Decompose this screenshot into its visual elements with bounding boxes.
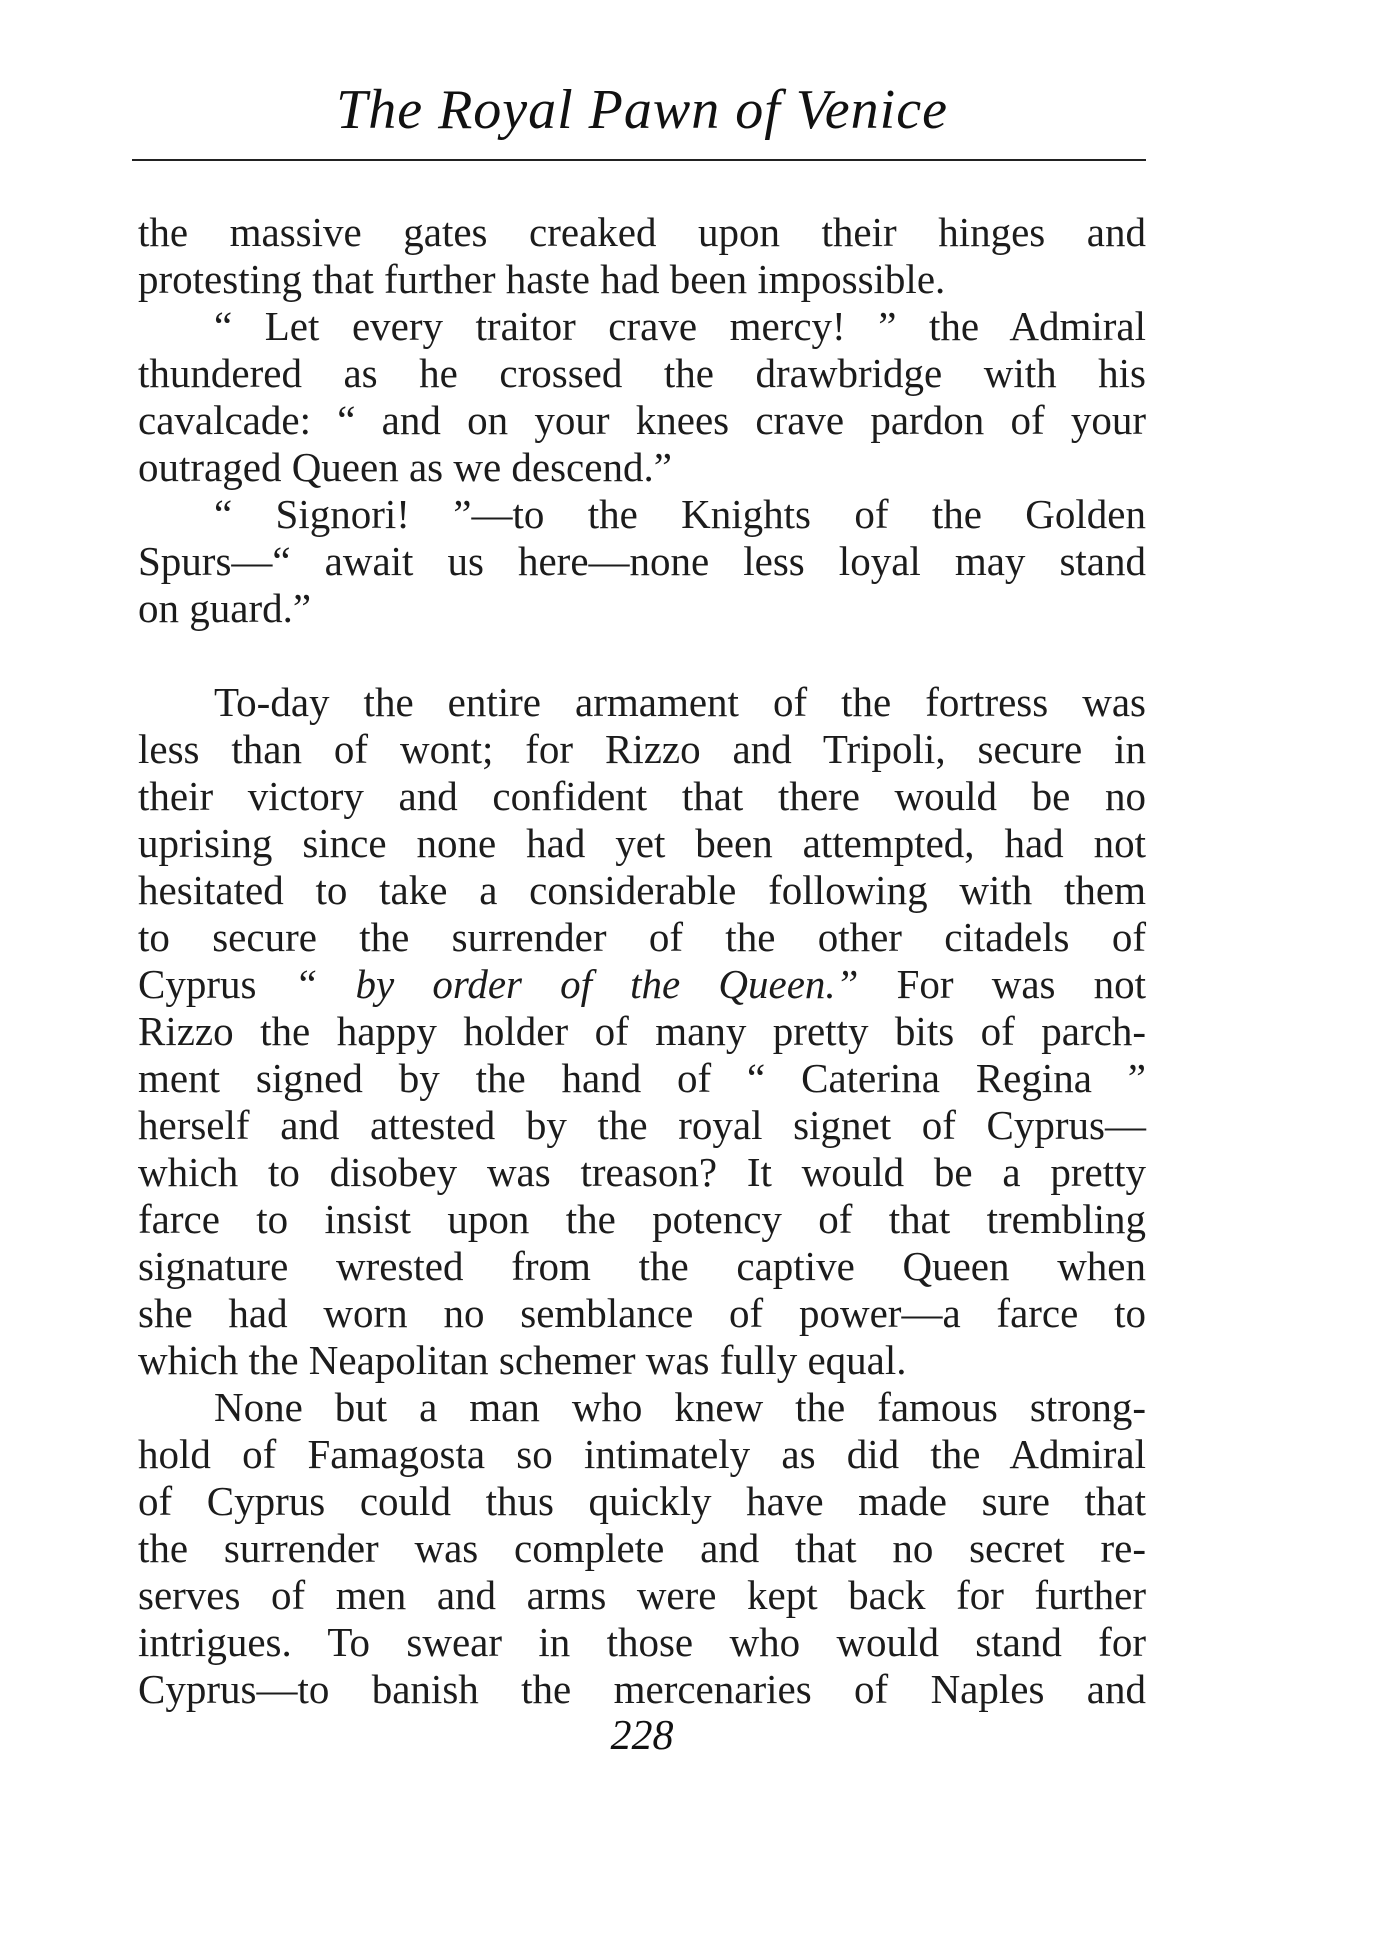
text-line: which to disobey was treason? It would be a pretty [138,1149,1146,1195]
text-line: To-day the entire armament of the fortress was [214,679,1146,725]
text-line: Cyprus—to banish the mercenaries of Naples and [138,1666,1146,1712]
header-rule [132,159,1146,161]
text-line: protesting that further haste had been impossible. [138,256,946,302]
text-line: ment signed by the hand of “ Caterina Regina ” [138,1055,1146,1101]
italic-quotation: “ by order of the Queen.” [294,961,859,1007]
text-line: cavalcade: “ and on your knees crave pardon of your [138,397,1146,443]
text-line: uprising since none had yet been attempted, had not [138,820,1146,866]
text-line: less than of wont; for Rizzo and Tripoli, secure in [138,726,1146,772]
text-line: the massive gates creaked upon their hinges and [138,209,1146,255]
text-line: the surrender was complete and that no secret re- [138,1525,1146,1571]
text-line: signature wrested from the captive Queen when [138,1243,1146,1289]
section-break [138,632,1146,679]
text-line: farce to insist upon the potency of that trembling [138,1196,1146,1242]
text-line: hold of Famagosta so intimately as did the Admiral [138,1431,1146,1477]
text-line: which the Neapolitan schemer was fully equal. [138,1337,907,1383]
text-line: Spurs—“ await us here—none less loyal may stand [138,538,1146,584]
text-line: of Cyprus could thus quickly have made sure that [138,1478,1146,1524]
text-line: thundered as he crossed the drawbridge with his [138,350,1146,396]
text-line: their victory and confident that there would be no [138,773,1146,819]
text-line-mixed [138,961,1146,1008]
text-line: to secure the surrender of the other citadels of [138,914,1146,960]
text-span: Cyprus [138,961,295,1007]
text-line: she had worn no semblance of power—a farce to [138,1290,1146,1336]
text-line: “ Let every traitor crave mercy! ” the Admiral [214,303,1146,349]
text-line: outraged Queen as we descend.” [138,444,672,490]
text-line: None but a man who knew the famous strong- [214,1384,1146,1430]
text-line: Rizzo the happy holder of many pretty bits of parch- [138,1008,1146,1054]
book-page [138,0,1146,1938]
page-number: 228 [610,1713,674,1759]
text-line: serves of men and arms were kept back for further [138,1572,1146,1618]
text-line: “ Signori! ”—to the Knights of the Golden [214,491,1146,537]
text-line: herself and attested by the royal signet of Cyprus— [138,1102,1146,1148]
body-text [138,209,1146,1713]
text-line: intrigues. To swear in those who would stand for [138,1619,1146,1665]
text-line: hesitated to take a considerable following with them [138,867,1146,913]
text-line: on guard.” [138,585,312,631]
running-head: The Royal Pawn of Venice [336,79,948,141]
text-span: For was not [858,961,1147,1007]
